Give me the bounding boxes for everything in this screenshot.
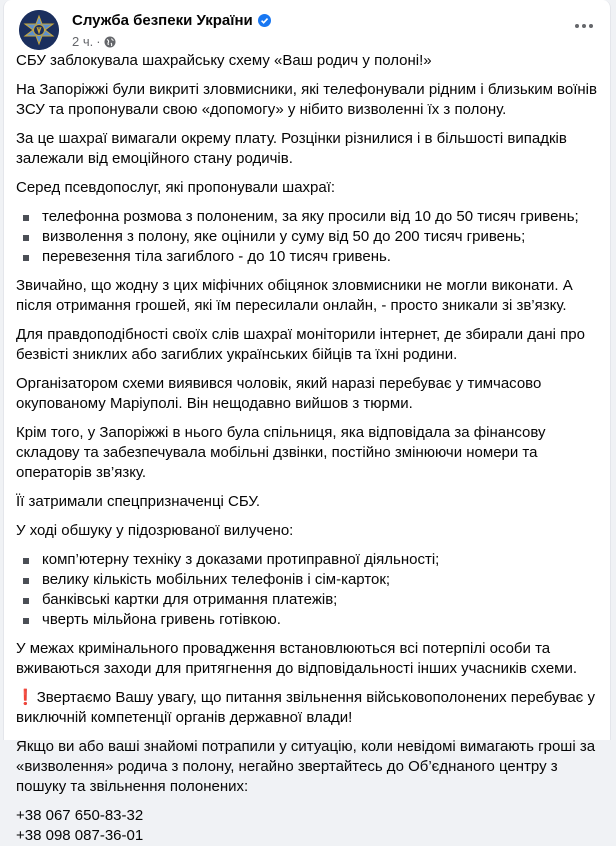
post-paragraph: Її затримали спецпризначенці СБУ. <box>16 493 261 510</box>
list-item-text: банківські картки для отримання платежів; <box>42 591 338 608</box>
bullet-icon <box>23 578 29 584</box>
bullet-icon <box>23 235 29 241</box>
post-card <box>3 0 611 844</box>
phone-number[interactable]: +38 098 087-36-01 <box>16 827 144 844</box>
bullet-icon <box>23 215 29 221</box>
post-meta <box>72 34 116 49</box>
more-dot <box>575 24 579 28</box>
phone-number[interactable]: +38 067 650-83-32 <box>16 807 144 824</box>
post-paragraph: За це шахраї вимагали окрему плату. Розцінки різнилися і в більшості випадків залежали від емоційного стану родичів. <box>16 130 567 167</box>
more-dot <box>589 24 593 28</box>
warning-text: Звертаємо Вашу увагу, що питання звільнення військовополонених перебуває у виключній компетенції органів державної влади! <box>16 689 596 726</box>
sbu-emblem-icon <box>19 10 59 50</box>
list-item <box>16 247 606 267</box>
list-item-text: визволення з полону, яке оцінили у суму від 50 до 200 тисяч гривень; <box>42 228 526 245</box>
page-avatar[interactable] <box>19 10 59 50</box>
post-paragraph: На Запоріжжі були викриті зловмисники, які телефонували рідним і близьким воїнів ЗСУ та пропонували свою «допомогу» у нібито визволенні їх з полону. <box>16 81 597 118</box>
post-paragraph: Крім того, у Запоріжжі в нього була спільниця, яка відповідала за фінансову складову та забезпечувала мобільні дзвінки, постійно змінюючи номери та операторів зв’язку. <box>16 424 546 481</box>
globe-icon <box>104 36 116 48</box>
phone-list <box>16 806 606 846</box>
warning-paragraph <box>16 688 606 728</box>
list-item <box>16 227 606 247</box>
list-item-text: телефонна розмова з полоненим, за яку просили від 10 до 50 тисяч гривень; <box>42 208 579 225</box>
post-paragraph: У ході обшуку у підозрюваної вилучено: <box>16 522 294 539</box>
list-item <box>16 610 606 630</box>
more-options-button[interactable] <box>572 20 596 32</box>
fraud-services-list <box>16 207 606 267</box>
bullet-icon <box>23 558 29 564</box>
post-header <box>16 6 606 50</box>
list-item-text: велику кількість мобільних телефонів і сім-карток; <box>42 571 391 588</box>
verified-badge-icon <box>258 14 271 27</box>
more-dot <box>582 24 586 28</box>
bullet-icon <box>23 598 29 604</box>
post-paragraph: Звичайно, що жодну з цих міфічних обіцянок зловмисники не могли виконати. А після отримання грошей, які їм пересилали онлайн, - просто зникали зі зв’язку. <box>16 277 573 314</box>
list-item <box>16 550 606 570</box>
post-paragraph: Якщо ви або ваші знайомі потрапили у ситуацію, коли невідомі вимагають гроші за «визволення» родича з полону, негайно звертайтесь до Об’єднаного центру з пошуку та звільнення полонених: <box>16 738 596 795</box>
seized-items-list <box>16 550 606 630</box>
page-name[interactable]: Служба безпеки України <box>72 12 253 29</box>
list-item <box>16 570 606 590</box>
list-item <box>16 207 606 227</box>
list-item-text: чверть мільйона гривень готівкою. <box>42 611 281 628</box>
bullet-icon <box>23 255 29 261</box>
list-item-text: комп’ютерну техніку з доказами протиправної діяльності; <box>42 551 440 568</box>
post-body <box>16 51 606 846</box>
post-paragraph: Серед псевдопослуг, які пропонували шахраї: <box>16 179 336 196</box>
bullet-icon <box>23 618 29 624</box>
post-paragraph: Організатором схеми виявився чоловік, який наразі перебуває у тимчасово окупованому Маріуполі. Він нещодавно вийшов з тюрми. <box>16 375 542 412</box>
post-headline: СБУ заблокувала шахрайську схему «Ваш родич у полоні!» <box>16 52 432 69</box>
list-item-text: перевезення тіла загиблого - до 10 тисяч гривень. <box>42 248 391 265</box>
post-paragraph: Для правдоподібності своїх слів шахраї моніторили інтернет, де збирали дані про безвісті зниклих або загиблих українських бійців та їхні родини. <box>16 326 585 363</box>
meta-separator: · <box>96 34 101 49</box>
list-item <box>16 590 606 610</box>
post-timestamp[interactable]: 2 ч. <box>72 34 94 49</box>
post-paragraph: У межах кримінального провадження встановлюються всі потерпілі особи та вживаються заходи для притягнення до відповідальності інших учасників схеми. <box>16 640 578 677</box>
exclamation-icon: ❗ <box>16 689 35 706</box>
